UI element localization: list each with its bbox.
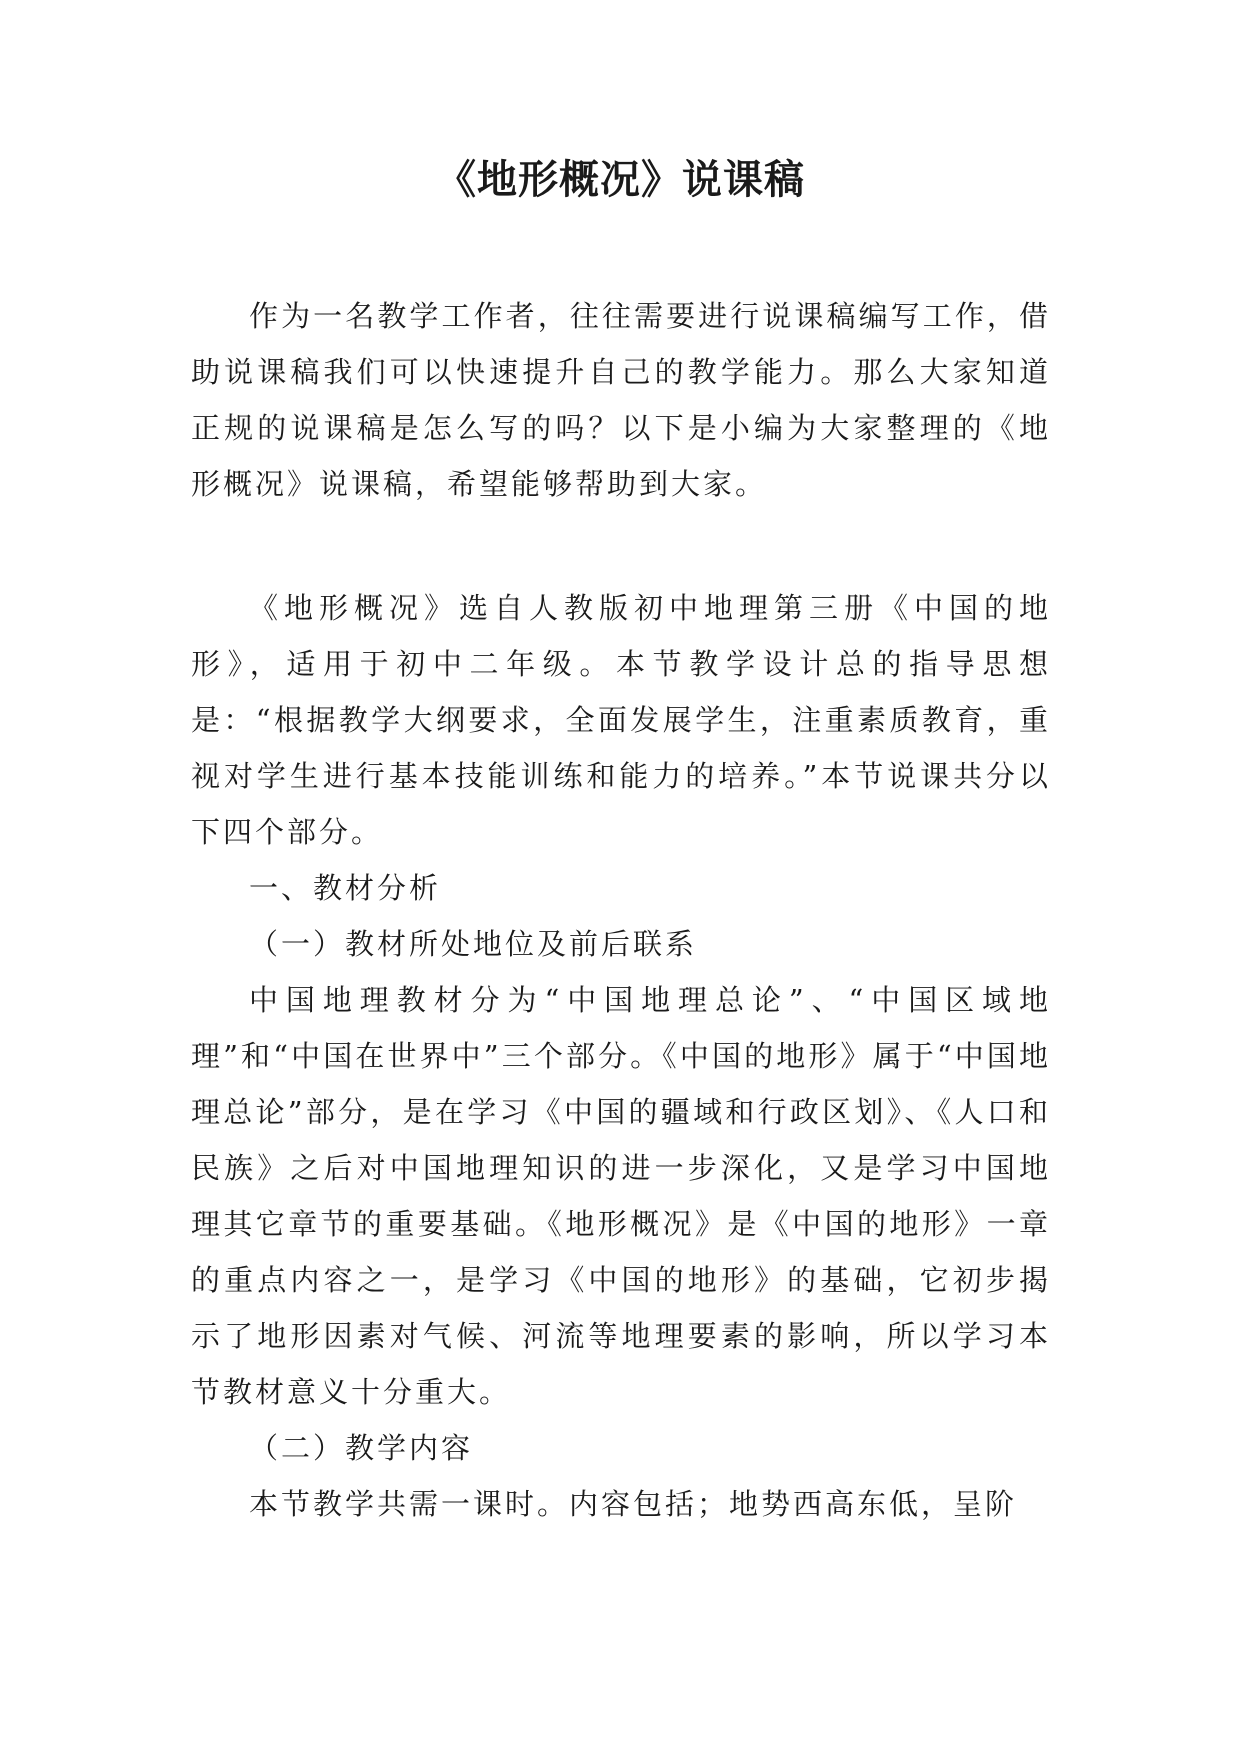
position-paragraph: 中国地理教材分为“中国地理总论”、“中国区域地理”和“中国在世界中”三个部分。《中国的地形》属于“中国地理总论”部分，是在学习《中国的疆域和行政区划》、《人口和民族》之后对中国地理知识的进一步深化，又是学习中国地理其它章节的重要基础。《地形概况》是《中国的地形》一章的重点内容之一，是学习《中国的地形》的基础，它初步揭示了地形因素对气候、河流等地理要素的影响，所以学习本节教材意义十分重大。 bbox=[191, 983, 1051, 1409]
intro-paragraph: 作为一名教学工作者，往往需要进行说课稿编写工作，借助说课稿我们可以快速提升自己的教学能力。那么大家知道正规的说课稿是怎么写的吗？以下是小编为大家整理的《地形概况》说课稿，希望能够帮助到大家。 bbox=[191, 299, 1051, 501]
main-section bbox=[191, 580, 1051, 1532]
subsection-heading-position: （一）教材所处地位及前后联系 bbox=[249, 927, 698, 961]
document-title: 《地形概况》说课稿 bbox=[436, 157, 805, 203]
section-heading-textbook-analysis: 一、教材分析 bbox=[249, 871, 442, 905]
content-paragraph: 本节教学共需一课时。内容包括；地势西高东低，呈阶 bbox=[249, 1487, 1018, 1521]
subsection-heading-content: （二）教学内容 bbox=[249, 1431, 474, 1465]
intro-section bbox=[191, 288, 1051, 512]
overview-paragraph: 《地形概况》选自人教版初中地理第三册《中国的地形》，适用于初中二年级。本节教学设计总的指导思想是：“根据教学大纲要求，全面发展学生，注重素质教育，重视对学生进行基本技能训练和能力的培养。”本节说课共分以下四个部分。 bbox=[191, 591, 1051, 849]
